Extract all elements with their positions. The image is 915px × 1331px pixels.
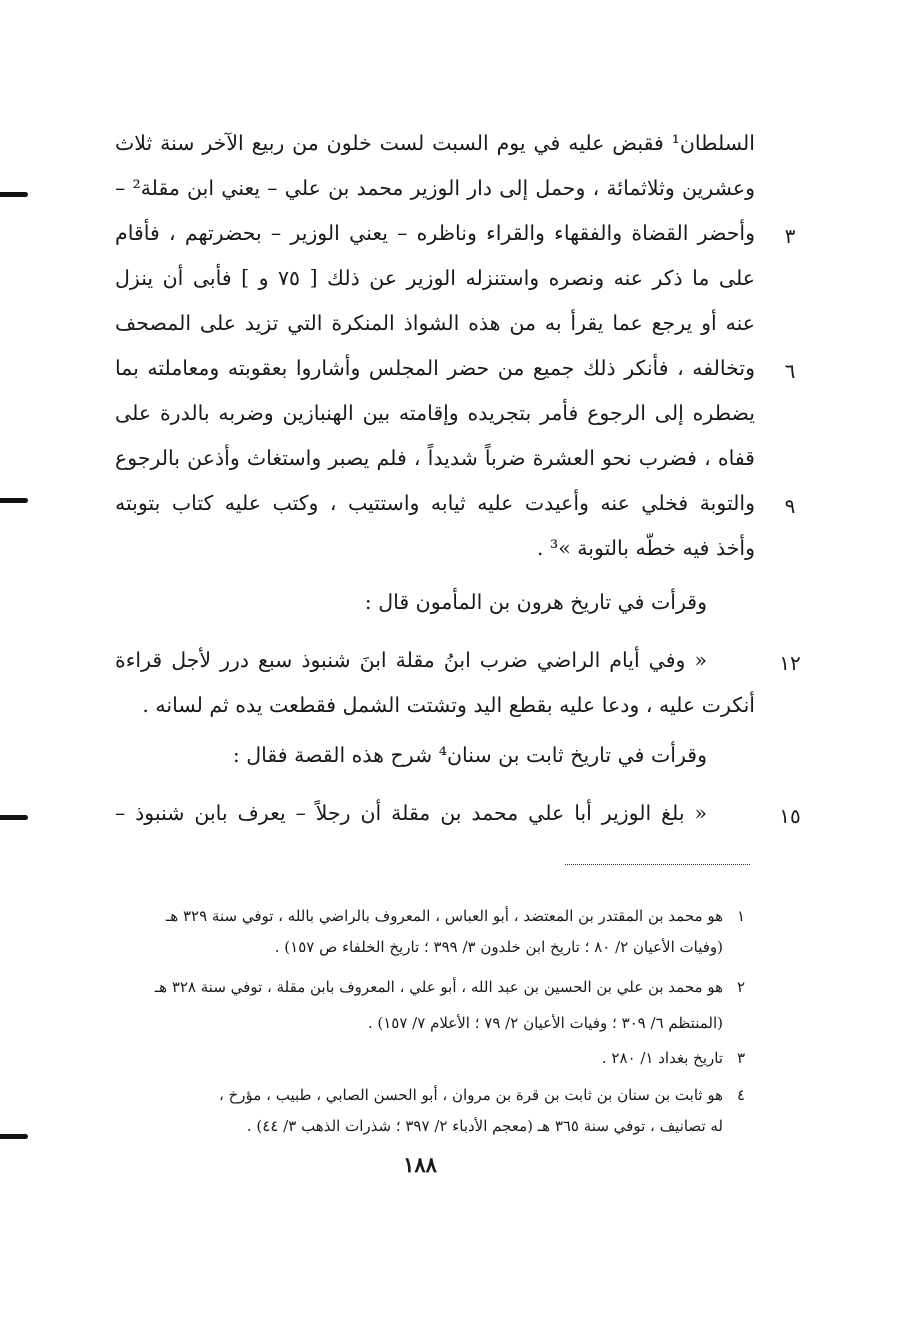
body-line: وأخذ فيه خطّه بالتوبة »³ . <box>536 536 755 560</box>
footnote-text: هو محمد بن علي بن الحسين بن عبد الله ، أبو علي ، المعروف بابن مقلة ، توفي سنة ٣٢٨ هـ <box>154 978 723 996</box>
body-line: أنكرت عليه ، ودعا عليه بقطع اليد وتشتت الشمل فقطعت يده ثم لسانه . <box>142 693 755 717</box>
line-number: ٣ <box>784 224 796 248</box>
footnote-text: (المنتظم ٦/ ٣٠٩ ؛ وفيات الأعيان ٢/ ٧٩ ؛ الأعلام ٧/ ١٥٧) . <box>367 1014 723 1032</box>
body-line: والتوبة فخلي عنه وأعيدت عليه ثيابه واستتيب ، وكتب عليه كتاب بتوبته <box>115 491 755 515</box>
footnote-line <box>85 974 745 1000</box>
footnote-line <box>85 903 745 929</box>
footnote-line <box>85 934 745 960</box>
footnote-line <box>85 1113 745 1139</box>
footnote-line <box>85 1082 745 1108</box>
footnote-separator <box>565 864 750 865</box>
body-line: وعشرين وثلاثمائة ، وحمل إلى دار الوزير محمد بن علي – يعني ابن مقلة² – <box>115 176 755 200</box>
body-line: وقرأت في تاريخ ثابت بن سنان⁴ شرح هذه القصة فقال : <box>232 743 707 767</box>
body-line: قفاه ، فضرب نحو العشرة ضرباً شديداً ، فلم يصبر واستغاث وأذعن بالرجوع <box>115 446 755 470</box>
footnote-line <box>85 1045 745 1071</box>
line-number: ١٥ <box>779 804 801 828</box>
body-line: وأحضر القضاة والفقهاء والقراء وناظره – يعني الوزير – بحضرتهم ، فأقام <box>115 221 755 245</box>
footnote-text: (وفيات الأعيان ٢/ ٨٠ ؛ تاريخ ابن خلدون ٣/ ٣٩٩ ؛ تاريخ الخلفاء ص ١٥٧) . <box>274 938 723 956</box>
quote-line: « وفي أيام الراضي ضرب ابنُ مقلة ابنَ شنبوذ سبع درر لأجل قراءة <box>115 648 707 672</box>
quote-line: « بلغ الوزير أبا علي محمد بن مقلة أن رجلاً – يعرف بابن شنبوذ – <box>115 801 707 825</box>
footnote-line <box>85 1010 745 1036</box>
page-number: ١٨٨ <box>403 1152 437 1177</box>
footnote-text: هو محمد بن المقتدر بن المعتضد ، أبو العباس ، المعروف بالراضي بالله ، توفي سنة ٣٢٩ هـ <box>165 907 723 925</box>
margin-mark <box>0 192 28 197</box>
body-line: وتخالفه ، فأنكر ذلك جميع من حضر المجلس وأشاروا بعقوبته ومعاملته بما <box>115 356 755 380</box>
footnote-number: ٢ <box>736 978 745 996</box>
body-line: على ما ذكر عنه ونصره واستنزله الوزير عن ذلك [ ٧٥ و ] فأبى أن ينزل <box>115 266 755 290</box>
footnote-number: ٣ <box>736 1049 745 1067</box>
body-line: السلطان¹ فقبض عليه في يوم السبت لست خلون من ربيع الآخر سنة ثلاث <box>115 131 755 155</box>
line-number: ٩ <box>784 494 796 518</box>
footnote-text: تاريخ بغداد ١/ ٢٨٠ . <box>601 1049 723 1067</box>
body-line: وقرأت في تاريخ هرون بن المأمون قال : <box>364 590 707 614</box>
footnote-text: هو ثابت بن سنان بن ثابت بن قرة بن مروان ، أبو الحسن الصابي ، طبيب ، مؤرخ ، <box>219 1086 723 1104</box>
body-line: يضطره إلى الرجوع فأمر بتجريده وإقامته بين الهنبازين وضربه بالدرة على <box>115 401 755 425</box>
line-number: ٦ <box>784 359 796 383</box>
line-number: ١٢ <box>779 651 801 675</box>
margin-mark <box>0 815 28 820</box>
body-line: عنه أو يرجع عما يقرأ به من هذه الشواذ المنكرة التي تزيد على المصحف <box>115 311 755 335</box>
footnote-number: ١ <box>736 907 745 925</box>
margin-mark <box>0 1134 28 1139</box>
footnote-number: ٤ <box>736 1086 745 1104</box>
footnote-text: له تصانيف ، توفي سنة ٣٦٥ هـ (معجم الأدباء ٢/ ٣٩٧ ؛ شذرات الذهب ٣/ ٤٤) . <box>246 1117 723 1135</box>
margin-mark <box>0 498 28 503</box>
